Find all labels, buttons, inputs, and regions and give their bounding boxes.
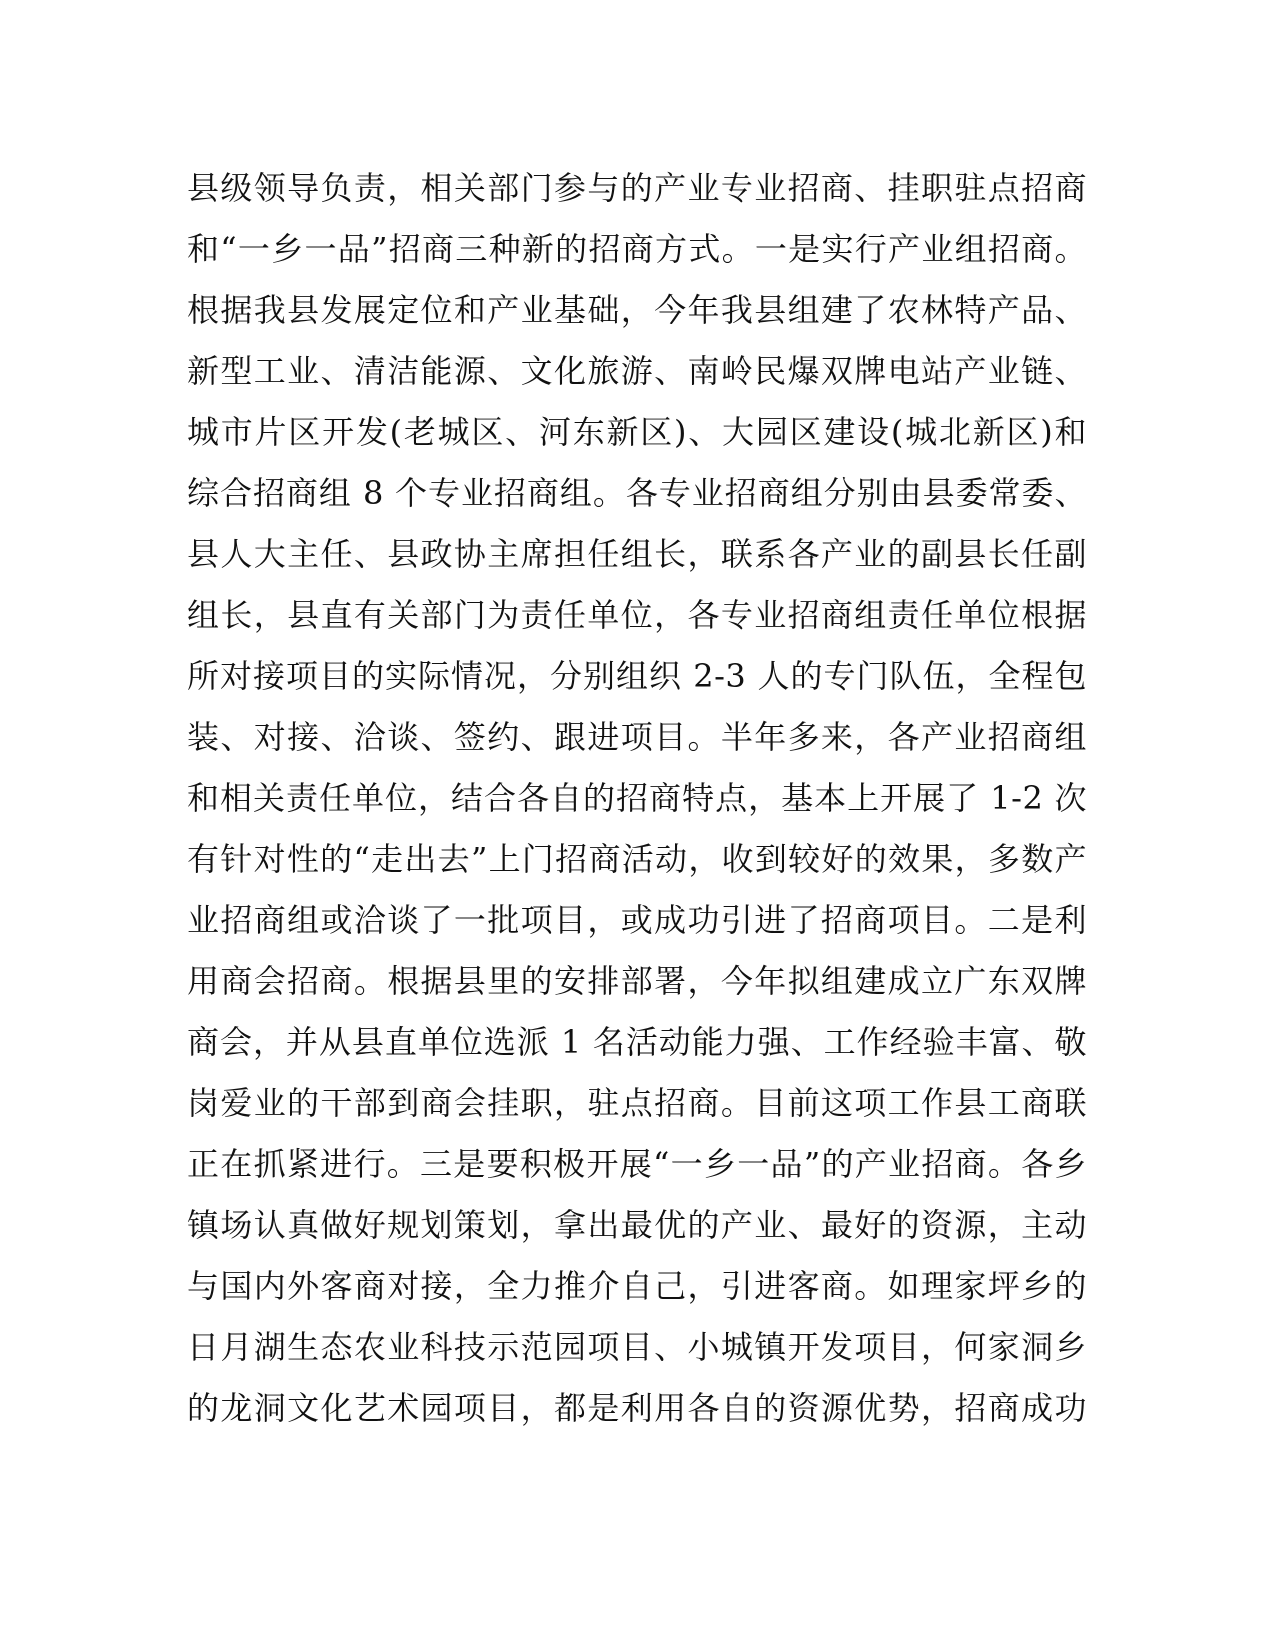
text-line: 与国内外客商对接，全力推介自己，引进客商。如理家坪乡的 (187, 1267, 1087, 1305)
text-line: 和相关责任单位，结合各自的招商特点，基本上开展了 1-2 次 (187, 779, 1087, 817)
text-line: 的龙洞文化艺术园项目，都是利用各自的资源优势，招商成功 (187, 1389, 1087, 1427)
text-line: 和“一乡一品”招商三种新的招商方式。一是实行产业组招商。 (187, 230, 1087, 268)
text-line: 县级领导负责，相关部门参与的产业专业招商、挂职驻点招商 (187, 169, 1087, 207)
text-line: 综合招商组 8 个专业招商组。各专业招商组分别由县委常委、 (187, 474, 1087, 512)
text-line: 业招商组或洽谈了一批项目，或成功引进了招商项目。二是利 (187, 901, 1087, 939)
text-line: 日月湖生态农业科技示范园项目、小城镇开发项目，何家洞乡 (187, 1328, 1087, 1366)
text-line: 根据我县发展定位和产业基础，今年我县组建了农林特产品、 (187, 291, 1087, 329)
body-paragraph (187, 158, 1087, 1439)
text-line: 用商会招商。根据县里的安排部署，今年拟组建成立广东双牌 (187, 962, 1087, 1000)
text-line: 城市片区开发(老城区、河东新区)、大园区建设(城北新区)和 (187, 413, 1087, 451)
text-line: 正在抓紧进行。三是要积极开展“一乡一品”的产业招商。各乡 (187, 1145, 1087, 1183)
text-line: 岗爱业的干部到商会挂职，驻点招商。目前这项工作县工商联 (187, 1084, 1087, 1122)
text-line: 商会，并从县直单位选派 1 名活动能力强、工作经验丰富、敬 (187, 1023, 1087, 1061)
text-line: 所对接项目的实际情况，分别组织 2-3 人的专门队伍，全程包 (187, 657, 1087, 695)
text-line: 镇场认真做好规划策划，拿出最优的产业、最好的资源，主动 (187, 1206, 1087, 1244)
text-line: 县人大主任、县政协主席担任组长，联系各产业的副县长任副 (187, 535, 1087, 573)
text-line: 有针对性的“走出去”上门招商活动，收到较好的效果，多数产 (187, 840, 1087, 878)
text-line: 组长，县直有关部门为责任单位，各专业招商组责任单位根据 (187, 596, 1087, 634)
text-line: 新型工业、清洁能源、文化旅游、南岭民爆双牌电站产业链、 (187, 352, 1087, 390)
text-line: 装、对接、洽谈、签约、跟进项目。半年多来，各产业招商组 (187, 718, 1087, 756)
